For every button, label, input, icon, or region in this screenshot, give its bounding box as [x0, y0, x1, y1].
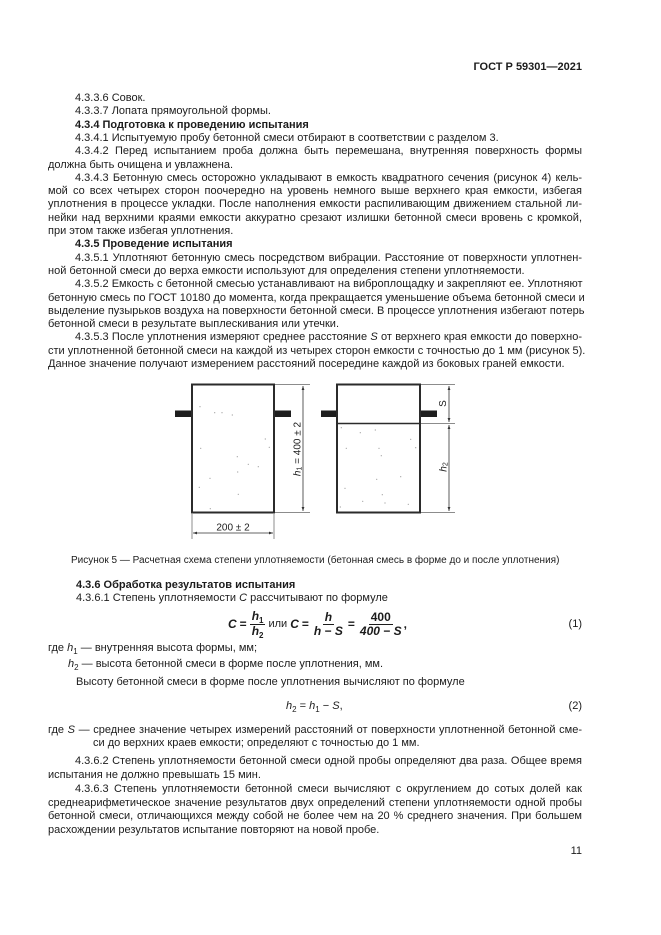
formula-symbol: C	[290, 617, 299, 631]
height-label-h1: $h_1 = 400 \pm 2$	[292, 421, 303, 477]
subscript: 2	[259, 630, 264, 640]
clause-4-3-4-1: 4.3.4.1 Испытуемую пробу бетонной смеси отбирают в соответствии с разделом 3.	[75, 131, 499, 144]
clause-4-3-6-2-line: 4.3.6.2 Степень уплотняемости бетонной смеси одной пробы определяют два раза. Общее время	[75, 755, 582, 767]
where-h1-line	[48, 641, 257, 656]
clause-4-3-6-3-line: 4.3.6.3 Степень уплотняемости бетонной смеси вычисляют с округлением до сотых долей как	[75, 783, 582, 795]
text-segment: 4.3.5.3 После уплотнения измеряют среднее расстояние	[75, 331, 371, 344]
clause-4-3-6-3-line: бетонной смеси, отличающихся между собой не более чем на 20 % среднего значения. При большем	[48, 810, 582, 822]
clause-4-3-5-2-line: бетонную смесь по ГОСТ 10180 до момента, когда прекращается уменьшение объема бетонной смеси и	[48, 291, 585, 304]
denominator: h	[251, 623, 260, 638]
numerator: h	[324, 609, 333, 624]
variable-h: h	[67, 642, 74, 654]
clause-4-3-5-3-line: сти уплотненной бетонной смеси на каждой из четырех сторон емкости с точностью до 1 мм (рисунок 5).	[48, 344, 586, 357]
formula-symbol: C	[228, 617, 237, 631]
formula-1	[228, 610, 407, 638]
clause-4-3-4-2-line: 4.3.4.2 Перед испытанием проба должна быть перемешана, внутренняя поверхность формы	[75, 145, 582, 158]
clause-4-3-5-2-line: бетонной смеси в результате выплескивания или утечки.	[48, 318, 339, 331]
page-number: 11	[570, 844, 582, 857]
subscript: 2	[292, 704, 297, 714]
or-word: или	[268, 618, 288, 630]
where-h2-line	[68, 657, 383, 672]
handle-right	[421, 411, 437, 418]
clause-4-3-4-3-line: при этом также избегая уплотнения.	[48, 225, 234, 237]
subscript: 1	[315, 704, 320, 714]
variable-s: S	[370, 331, 378, 344]
minus-sign: −	[319, 699, 333, 712]
variable-h: h	[68, 657, 75, 670]
s-label: S	[438, 400, 449, 407]
subscript: 1	[73, 647, 78, 656]
form-before-compaction	[175, 385, 310, 540]
clause-4-3-6-3-line: среднеарифметическое значение результатов двух определений степени уплотняемости одной пробы	[48, 796, 582, 809]
fraction-h-over-h-minus-s	[312, 611, 345, 638]
clause-4-3-6-3-line: расхождении результатов испытание повторяют на новой пробе.	[48, 823, 380, 836]
handle-left	[321, 411, 336, 418]
equation-number-1: (1)	[568, 617, 582, 630]
numerator: h	[251, 608, 260, 623]
where-s-continuation: си до верхних краев емкости; определяют с точностью до 1 мм.	[93, 737, 420, 749]
clause-4-3-5-1-line: 4.3.5.1 Уплотняют бетонную смесь посредством вибрации. Расстояние от поверхности уплотнен-	[75, 251, 582, 264]
heading-4-3-4: 4.3.4 Подготовка к проведению испытания	[75, 118, 309, 131]
item-4-3-3-7: 4.3.3.7 Лопата прямоугольной формы.	[75, 105, 271, 118]
clause-4-3-5-2-line: выделение пузырьков воздуха на поверхности бетонной смеси. В процессе уплотнения избегают потерь	[48, 304, 585, 317]
variable-s: S	[332, 699, 340, 712]
h2-label: $h_2$	[438, 462, 449, 472]
clause-4-3-5-1-line: ной бетонной смеси до верха емкости используют для определения степени уплотняемости.	[48, 264, 525, 277]
clause-4-3-4-3-line: 4.3.4.3 Бетонную смесь осторожно укладывают в емкость квадратного сечения (рисунок 4) кель-	[75, 171, 582, 184]
handle-right	[275, 411, 291, 418]
heading-4-3-5: 4.3.5 Проведение испытания	[75, 238, 233, 251]
clause-4-3-4-3-line: мой со всех четырех сторон поочередно на уровень немного выше верхнего края емкости, избегая	[48, 185, 582, 198]
formula-comma: ,	[339, 699, 343, 712]
where-word: где	[48, 723, 68, 736]
clause-4-3-6-1	[76, 591, 583, 606]
equals-sign: =	[239, 617, 247, 631]
formula-2	[286, 699, 343, 714]
definition-text: — высота бетонной смеси в форме после уплотнения, мм.	[78, 657, 384, 670]
figure-5-caption: Рисунок 5 — Расчетная схема степени уплотняемости (бетонная смесь в форме до и после уплотнения)	[71, 554, 560, 566]
fraction-h1-h2	[250, 610, 266, 639]
form-after-compaction	[321, 385, 455, 513]
h2-formula-intro: Высоту бетонной смеси в форме после уплотнения вычисляют по формуле	[76, 676, 465, 688]
variable-h: h	[309, 699, 316, 712]
clause-4-3-5-3-line: Данное значение получают измерением расстояний посередине каждой из боковых граней емкости.	[48, 358, 565, 370]
text-segment: рассчитывают по формуле	[247, 591, 388, 604]
equation-number-2: (2)	[568, 699, 582, 712]
definition-text: — среднее значение четырех измерений расстояний от поверхности уплотненной бетонной сме-	[75, 723, 582, 736]
denominator: h − S	[313, 623, 343, 638]
handle-left	[175, 411, 191, 418]
where-word: где	[48, 642, 68, 654]
variable-c: C	[239, 591, 248, 604]
heading-4-3-6: 4.3.6 Обработка результатов испытания	[76, 579, 296, 591]
width-label: 200 ± 2	[216, 522, 250, 534]
document-header: ГОСТ Р 59301—2021	[473, 61, 582, 73]
clause-4-3-6-2-line: испытания не должно превышать 15 мин.	[48, 768, 261, 781]
subscript: 1	[259, 615, 264, 625]
variable-s: S	[67, 723, 76, 736]
variable-h: h	[286, 699, 293, 712]
clause-4-3-4-2-line: должна быть очищена и увлажнена.	[48, 158, 234, 171]
denominator: 400 − S	[359, 623, 402, 638]
clause-4-3-4-3-line: уплотнения в процессе укладки. После наполнения емкости распиливающим движением стальной ли-	[48, 198, 582, 211]
formula-comma: ,	[403, 617, 407, 631]
equals-sign: =	[296, 699, 310, 712]
item-4-3-3-6: 4.3.3.6 Совок.	[75, 92, 146, 104]
subscript: 2	[74, 662, 79, 672]
figure-5-diagram	[160, 370, 480, 550]
numerator: 400	[370, 609, 391, 624]
text-segment: 4.3.6.1 Степень уплотняемости	[76, 591, 240, 604]
clause-4-3-4-3-line: нейки над верхними краями емкости аккуратно срезают излишки бетонной смеси вровень с кромкой,	[48, 211, 582, 224]
equals-sign: =	[347, 617, 355, 631]
clause-4-3-5-2-line: 4.3.5.2 Емкость с бетонной смесью устанавливают на виброплощадку и закрепляют ее. Уплотняют	[75, 278, 583, 291]
fraction-400-over-400-minus-s	[358, 611, 404, 638]
text-segment: от верхнего края емкости до поверхно-	[377, 331, 582, 344]
equals-sign: =	[301, 617, 309, 631]
definition-text: — внутренняя высота формы, мм;	[77, 642, 258, 654]
